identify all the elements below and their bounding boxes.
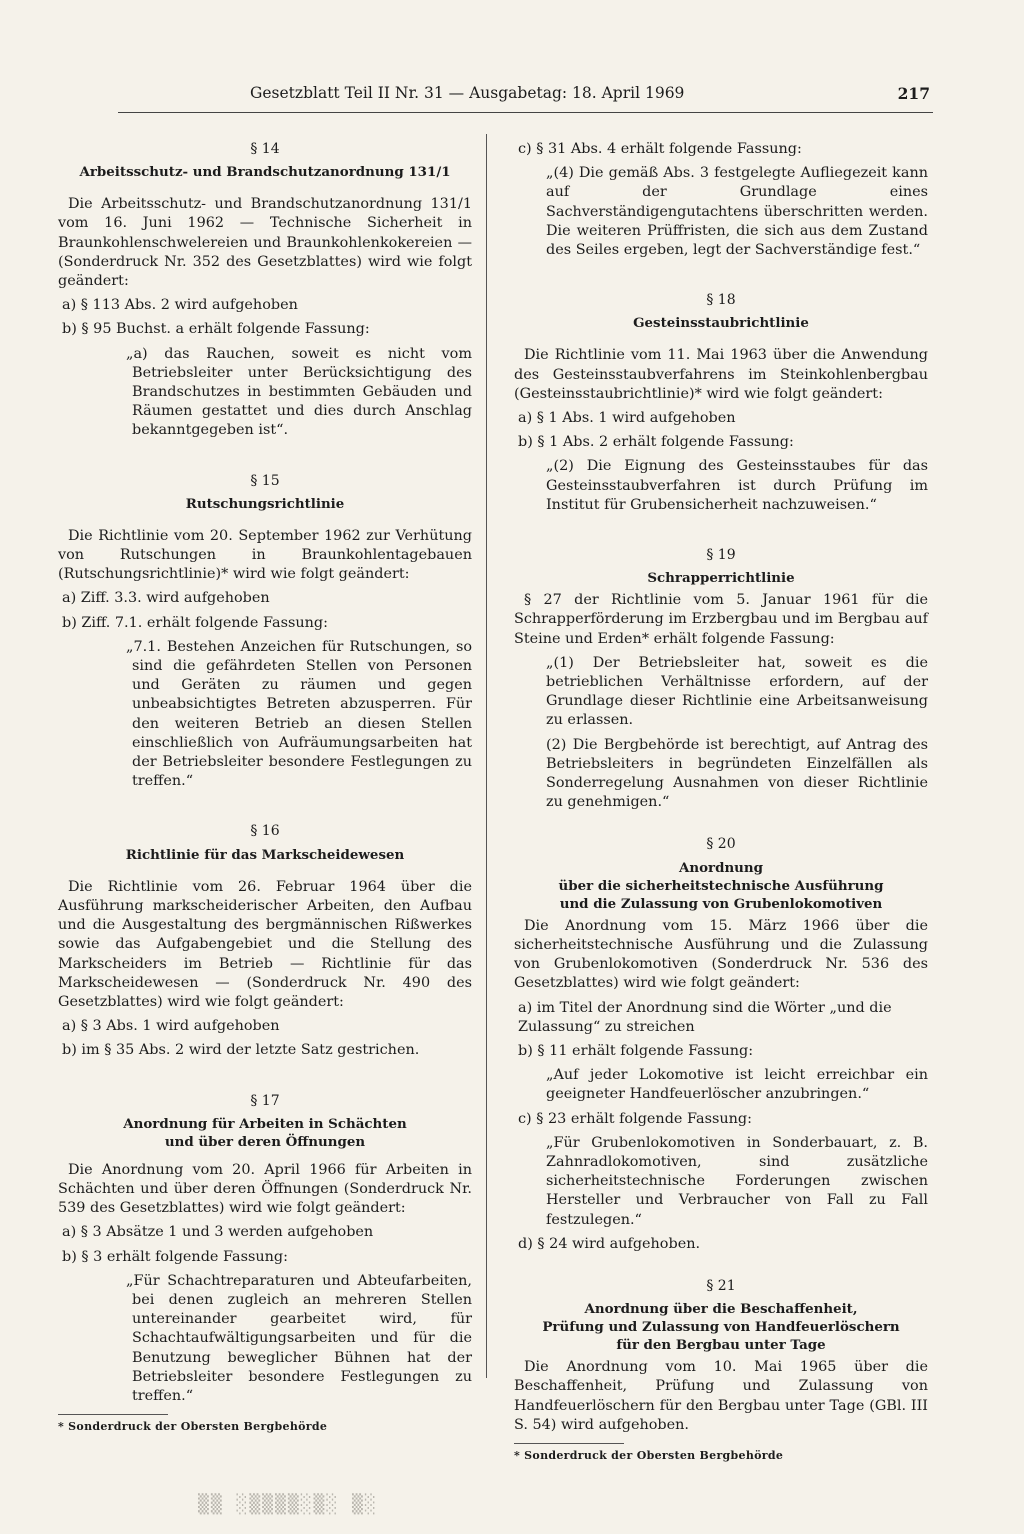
faded-stamp: ▒▒ ░▒▒▒▒░▒░ ▒░	[198, 1494, 378, 1515]
section-number: § 18	[706, 292, 736, 309]
section-title: Schrapperrichtlinie	[647, 570, 795, 587]
section-number: § 17	[250, 1092, 280, 1109]
section-intro: Die Richtlinie vom 11. Mai 1963 über die Anwendung des Gesteinsstaubverfahrens im Steinkohlenbergbau (Gesteinsstaubrichtlinie)* wird wie folgt geändert:	[514, 347, 928, 402]
list-item: c) § 31 Abs. 4 erhält folgende Fassung:	[518, 141, 802, 157]
list-item: a) Ziff. 3.3. wird aufgehoben	[62, 590, 270, 607]
list-item: a) § 3 Abs. 1 wird aufgehoben	[62, 1018, 280, 1035]
section-number: § 21	[706, 1277, 736, 1294]
list-item: a) § 113 Abs. 2 wird aufgehoben	[62, 297, 298, 314]
section-title: Arbeitsschutz- und Brandschutzanordnung 131/1	[79, 164, 451, 181]
section-title-line: Anordnung für Arbeiten in Schächten	[123, 1115, 407, 1132]
section-title: Rutschungsrichtlinie	[185, 495, 345, 512]
list-item: b) Ziff. 7.1. erhält folgende Fassung:	[62, 614, 328, 631]
quoted-text: „(2) Die Eignung des Gesteinsstaubes für das Gesteinsstaubverfahren ist durch Prüfung im Institut für Grubensicherheit nachzuweisen.“	[546, 458, 928, 513]
footnote-rule	[514, 1443, 624, 1444]
quoted-text: „Für Grubenlokomotiven in Sonderbauart, z. B. Zahnradlokomotiven, sind zusätzliche sicherheitstechnische Forderungen zwischen Hersteller und Verbraucher von Fall zu Fall festzulegen.“	[546, 1134, 928, 1228]
section-title-line: für den Bergbau unter Tage	[616, 1337, 826, 1354]
quoted-text: „7.1. Bestehen Anzeichen für Rutschungen, so sind die gefährdeten Stellen von Personen und Geräten zu räumen und gegen unbeabsichtigtes Betreten abzusperren. Für den weiteren Betrieb an diesen Stellen einschließlich von Aufräumungsarbeiten hat der Betriebsleiter besondere Festlegungen zu treffen.“	[126, 638, 472, 790]
section-intro: Die Anordnung vom 20. April 1966 für Arbeiten in Schächten und über deren Öffnungen (Sonderdruck Nr. 539 des Gesetzblattes) wird wie folgt geändert:	[58, 1161, 472, 1217]
list-item: b) im § 35 Abs. 2 wird der letzte Satz gestrichen.	[62, 1042, 420, 1059]
column-divider	[486, 134, 487, 1378]
list-item: b) § 95 Buchst. a erhält folgende Fassung:	[62, 321, 370, 338]
section-intro: § 27 der Richtlinie vom 5. Januar 1961 für die Schrapperförderung im Erzbergbau und im Bergbau auf Steine und Erden* erhält folgende Fassung:	[514, 592, 928, 647]
list-item: a) im Titel der Anordnung sind die Wörter „und die Zulassung“ zu streichen	[518, 999, 892, 1035]
quoted-text: „(4) Die gemäß Abs. 3 festgelegte Aufliegezeit kann auf der Grundlage eines Sachverständigengutachtens überschritten werden. Die weiteren Prüffristen, die sich aus dem Zustand des Seiles ergeben, legt der Sachverständige fest.“	[546, 165, 928, 259]
section-title-line: über die sicherheitstechnische Ausführung	[558, 877, 884, 894]
right-column	[514, 140, 928, 1465]
list-item: d) § 24 wird aufgehoben.	[518, 1235, 701, 1252]
list-item: b) § 3 erhält folgende Fassung:	[62, 1248, 288, 1265]
footnote: * Sonderdruck der Obersten Bergbehörde	[514, 1448, 784, 1462]
list-item: b) § 11 erhält folgende Fassung:	[518, 1042, 754, 1059]
section-title-line: Anordnung über die Beschaffenheit,	[584, 1301, 858, 1318]
quoted-text: „Auf jeder Lokomotive ist leicht erreichbar ein geeigneter Handfeuerlöscher anzubringen.“	[546, 1067, 928, 1103]
quoted-text: „a) das Rauchen, soweit es nicht vom Betriebsleiter unter Berücksichtigung des Brandschutzes in bestimmten Gebäuden und Räumen gestattet und dies durch Anschlag bekanntgegeben ist“.	[126, 345, 472, 439]
section-number: § 15	[250, 472, 280, 489]
left-column	[58, 140, 472, 1436]
section-title-line: und die Zulassung von Grubenlokomotiven	[559, 895, 883, 912]
list-item: b) § 1 Abs. 2 erhält folgende Fassung:	[518, 434, 794, 451]
section-title-line: Anordnung	[678, 859, 764, 876]
header-rule	[118, 112, 933, 113]
page-number: 217	[897, 84, 930, 103]
footnote: * Sonderdruck der Obersten Bergbehörde	[58, 1420, 328, 1434]
section-title-line: Prüfung und Zulassung von Handfeuerlöschern	[542, 1319, 900, 1336]
quoted-text: „(1) Der Betriebsleiter hat, soweit es die betrieblichen Verhältnisse erfordern, auf der Grundlage dieser Richtlinie eine Arbeitsanweisung zu erlassen.	[546, 654, 928, 729]
section-title: Gesteinsstaubrichtlinie	[633, 315, 809, 332]
section-number: § 20	[706, 836, 736, 853]
section-intro: Die Richtlinie vom 26. Februar 1964 über die Ausführung markscheiderischer Arbeiten, den Aufbau und die Ausgestaltung des bergmännischen Rißwerkes sowie das Aufgabengebiet und die Stellung des Markscheiders im Betrieb — Richtlinie für das Markscheidewesen — (Sonderdruck Nr. 490 des Gesetzblattes) wird wie folgt geändert:	[58, 878, 472, 1010]
section-intro: Die Anordnung vom 10. Mai 1965 über die Beschaffenheit, Prüfung und Zulassung von Handfeuerlöschern für den Bergbau unter Tage (GBl. III S. 54) wird aufgehoben.	[514, 1359, 928, 1433]
section-title	[514, 1300, 928, 1354]
section-intro: Die Arbeitsschutz- und Brandschutzanordnung 131/1 vom 16. Juni 1962 — Technische Sicherheit in Braunkohlenschwelereien und Braunkohlenkokereien — (Sonderdruck Nr. 352 des Gesetzblattes) wird wie folgt geändert:	[58, 196, 472, 290]
section-title	[514, 859, 928, 913]
quoted-text: (2) Die Bergbehörde ist berechtigt, auf Antrag des Betriebsleiters in begründeten Einzelfällen als Sonderregelung Ausnahmen von dieser Richtlinie zu genehmigen.“	[546, 736, 928, 811]
section-title: Richtlinie für das Markscheidewesen	[125, 846, 405, 863]
section-intro: Die Richtlinie vom 20. September 1962 zur Verhütung von Rutschungen in Braunkohlentagebauen (Rutschungsrichtlinie)* wird wie folgt geändert:	[58, 527, 472, 583]
section-title-line: und über deren Öffnungen	[164, 1133, 366, 1150]
section-intro: Die Anordnung vom 15. März 1966 über die sicherheitstechnische Ausführung und die Zulassung von Grubenlokomotiven (Sonderdruck Nr. 536 des Gesetzblattes) wird wie folgt geändert:	[514, 917, 928, 992]
list-item: c) § 23 erhält folgende Fassung:	[518, 1110, 752, 1127]
list-item: a) § 3 Absätze 1 und 3 werden aufgehoben	[62, 1224, 374, 1241]
page-header	[250, 84, 930, 108]
header-title: Gesetzblatt Teil II Nr. 31 — Ausgabetag: 18. April 1969	[250, 84, 685, 102]
section-title	[58, 1115, 472, 1151]
section-number: § 16	[250, 823, 280, 840]
section-number: § 19	[706, 547, 736, 564]
list-item: a) § 1 Abs. 1 wird aufgehoben	[518, 410, 736, 427]
footnote-rule	[58, 1414, 168, 1415]
quoted-text: „Für Schachtreparaturen und Abteufarbeiten, bei denen zugleich an mehreren Stellen untereinander gearbeitet wird, für Schachtaufwältigungsarbeiten und für die Benutzung beweglicher Bühnen hat der Betriebsleiter besondere Festlegungen zu treffen.“	[126, 1272, 472, 1404]
section-number: § 14	[250, 141, 280, 157]
